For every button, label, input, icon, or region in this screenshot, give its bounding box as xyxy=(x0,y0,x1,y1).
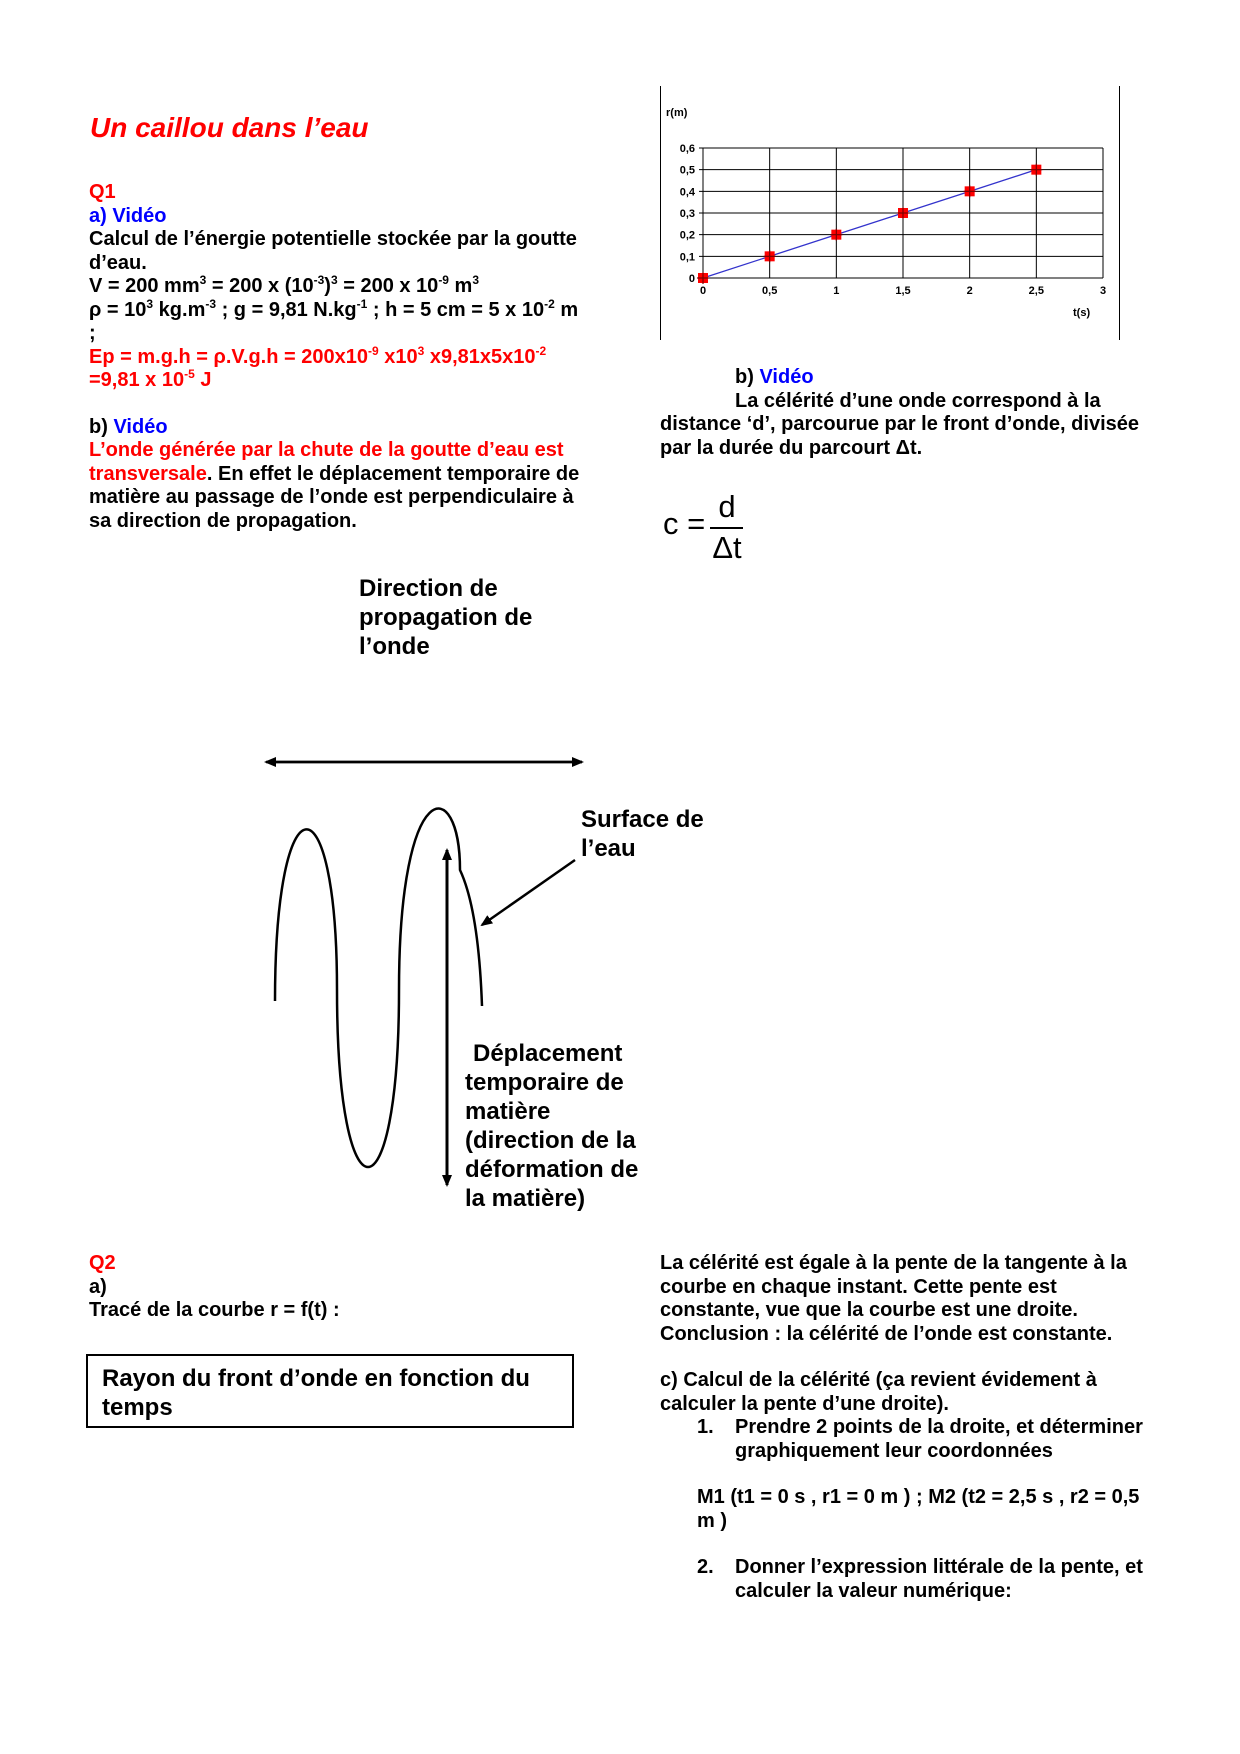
x-tick-label: 1,5 xyxy=(895,285,911,297)
right-b-video-link[interactable]: Vidéo xyxy=(759,366,814,388)
x-tick-label: 2,5 xyxy=(1028,285,1044,297)
x-tick-label: 0 xyxy=(699,285,707,297)
q1-label: Q1 xyxy=(89,181,116,203)
rho-line: $\rho = 10^3$ $kg.m^{-3}$ ; g = 9,81 $N.kg^{-1}$ ; h = 5 cm = 5 x $10^{-2}$ m ; xyxy=(89,296,579,344)
step-2: 2. Donner l’expression littérale de la pente, et calculer la valeur numérique: xyxy=(697,1556,1143,1602)
x-tick-label: 1 xyxy=(833,285,840,297)
steps-list-1 xyxy=(660,1416,1155,1463)
wave-curve xyxy=(275,809,482,1167)
chart-svg xyxy=(661,86,1119,340)
q1a-heading xyxy=(89,205,589,229)
fraction-bar xyxy=(710,527,743,529)
q1b-video-link[interactable]: Vidéo xyxy=(113,415,168,438)
x-tick-label: 2 xyxy=(966,285,973,297)
surface-label: Surface de l’eau xyxy=(581,806,704,862)
points-coordinates: M1 (t1 = 0 s , r1 = 0 m ) ; M2 (t2 = 2,5 s , r2 = 0,5 m ) xyxy=(697,1486,1140,1532)
q1a-prefix: a) xyxy=(89,204,113,227)
q2a-label: a) xyxy=(89,1275,107,1298)
q1b-prefix: b) xyxy=(89,415,114,438)
formula-c: c = xyxy=(663,506,706,541)
right-b-heading xyxy=(660,366,1140,390)
y-tick-label: 0,5 xyxy=(679,164,695,177)
deplacement-label: Déplacement temporaire de matière (direction de la déformation de la matière) xyxy=(465,1040,639,1212)
q2-right-section xyxy=(660,1252,1155,1603)
celerite-paragraph: La célérité est égale à la pente de la tangente à la courbe en chaque instant. Cette pente est constante, vue que la courbe est une droite. xyxy=(660,1252,1127,1321)
radius-chart xyxy=(660,86,1120,340)
x-axis-label: t(s) xyxy=(1073,307,1091,319)
y-tick-label: 0,3 xyxy=(679,208,695,220)
formula-denominator: Δt xyxy=(712,530,742,565)
y-tick-label: 0,4 xyxy=(679,186,695,199)
steps-list-2 xyxy=(660,1556,1155,1603)
q1-section xyxy=(89,181,589,533)
formula-numerator: d xyxy=(718,489,736,524)
y-tick-label: 0 xyxy=(688,273,695,285)
q1b-heading xyxy=(89,416,589,440)
volume-line: V = 200 $mm^3 = 200$ x $(10^{-3})^3 = 200$ x $10^{-9}$ $m^3$ xyxy=(89,273,480,297)
ep-line: $Ep = m.g.h = \rho.V.g.h = 200x10^{-9}$ $x10^3$ $x9,81x5x10^{-2}$ =9,81 x $10^{-5}$ J xyxy=(89,343,547,391)
y-tick-label: 0,1 xyxy=(679,251,695,264)
direction-label: Direction de propagation de l’onde xyxy=(359,575,533,660)
step-1: 1. Prendre 2 points de la droite, et déterminer graphiquement leur coordonnées xyxy=(697,1416,1143,1462)
series-line xyxy=(703,170,1036,278)
surface-pointer-arrow xyxy=(482,860,575,925)
q1b-text: L’onde générée par la chute de la goutte d’eau est transversale. En effet le déplacement temporaire de matière au passage de l’onde est perpendiculaire à sa direction de propagation. xyxy=(89,439,580,532)
x-tick-label: 3 xyxy=(1099,285,1107,297)
q1a-intro: Calcul de l’énergie potentielle stockée par la goutte d’eau. xyxy=(89,228,577,274)
q2-trace: Tracé de la courbe r = f(t) : xyxy=(89,1299,340,1321)
page-title: Un caillou dans l’eau xyxy=(90,112,369,143)
y-tick-label: 0,6 xyxy=(679,143,695,155)
q2-label: Q2 xyxy=(89,1252,116,1274)
celerity-text: La célérité d’une onde correspond à la distance ‘d’, parcourue par le front d’onde, divisée par la durée du parcourt Δt. xyxy=(660,389,1139,459)
celerity-definition xyxy=(660,366,1140,460)
y-tick-label: 0,2 xyxy=(679,229,695,242)
q2-section xyxy=(89,1252,569,1323)
y-axis-label: r(m) xyxy=(666,107,688,119)
c-calcul: c) Calcul de la célérité (ça revient évidement à calculer la pente d’une droite). xyxy=(660,1369,1097,1415)
chart-title-box: Rayon du front d’onde en fonction du temps xyxy=(86,1354,574,1428)
conclusion: Conclusion : la célérité de l’onde est constante. xyxy=(660,1322,1113,1345)
x-tick-label: 0,5 xyxy=(762,285,778,297)
right-b-prefix: b) xyxy=(735,366,760,388)
q1a-video-link[interactable]: Vidéo xyxy=(112,204,167,227)
